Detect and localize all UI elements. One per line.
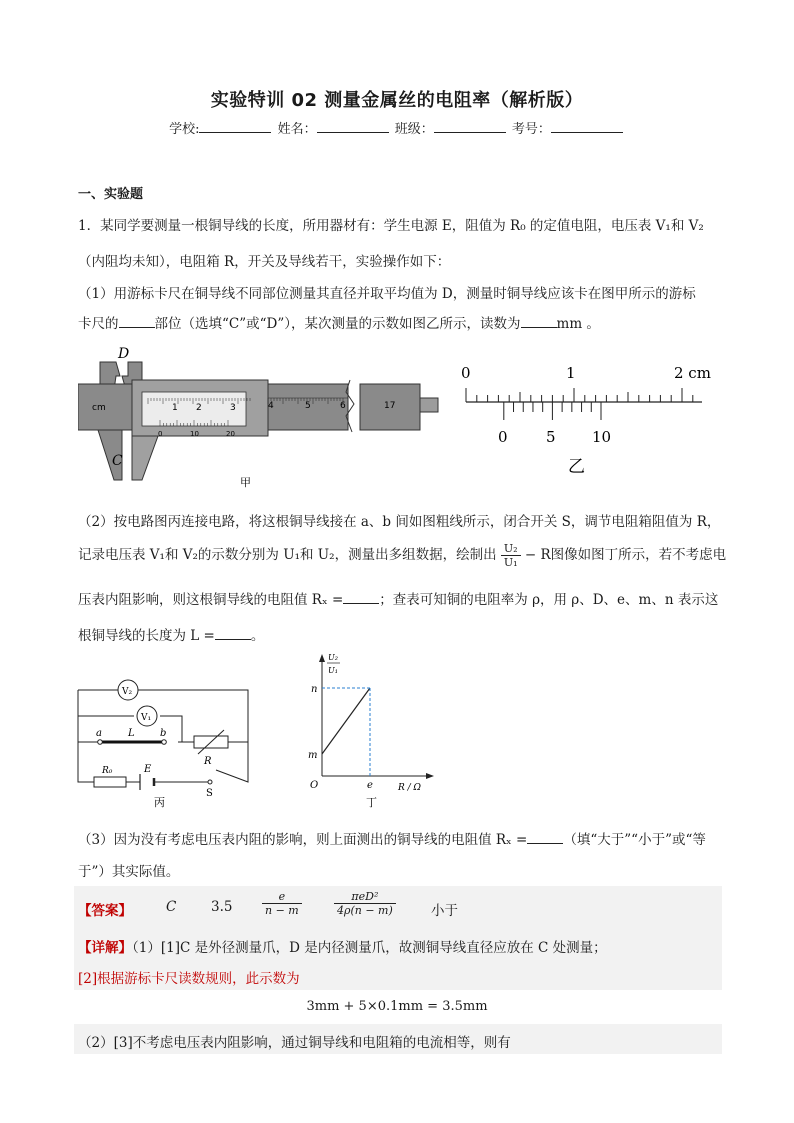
question-part2 [78, 624, 264, 644]
y-label-num: U₂ [328, 653, 338, 662]
label-e: E [144, 764, 152, 775]
exam-number-label: 考号： [511, 122, 551, 137]
label-e: e [367, 780, 373, 791]
yi-top-1: 1 [566, 364, 576, 382]
switch-pivot [208, 780, 212, 784]
question-text: 1．某同学要测量一根铜导线的长度，所用器材有：学生电源 E，阻值为 R₀ 的定值电阻，电压表 V₁和 V₂ [78, 218, 704, 234]
answer-blank [527, 831, 563, 844]
yi-bottom-5: 5 [546, 428, 556, 446]
figure-label-bing: 丙 [154, 796, 165, 809]
x-axis-arrow [426, 773, 434, 779]
text: 图像如图丁所示，若不考虑电 [550, 547, 727, 563]
ratio-graph-figure [300, 648, 440, 808]
answer-blank [343, 591, 379, 604]
question-part2: （2）按电路图丙连接电路，将这根铜导线接在 a、b 间如图粗线所示，闭合开关 S，调节电阻箱阻值为 R， [78, 514, 721, 530]
yi-top-2cm: 2 cm [674, 364, 711, 382]
name-field [317, 120, 389, 133]
detail-line: [2]根据游标卡尺读数规则，此示数为 [78, 971, 300, 987]
label-o: O [310, 780, 319, 791]
main-num-4: 4 [268, 401, 274, 411]
circuit-figure [74, 672, 254, 810]
page-title: 实验特训 02 测量金属丝的电阻率（解析版） [210, 90, 584, 111]
x-axis-label: R / Ω [398, 783, 421, 793]
depth-rod [420, 398, 438, 412]
label-v2: V₂ [122, 687, 133, 697]
scale-reading-figure [456, 360, 726, 480]
text: mm 。 [556, 316, 600, 332]
vernier-num-20: 20 [226, 430, 235, 438]
name-label: 姓名： [277, 122, 317, 137]
figure-label-ding: 丁 [366, 796, 377, 808]
text: （填“大于”“小于”或“等 [563, 832, 706, 848]
detail-text: （1）[1]C 是外径测量爪，D 是内径测量爪，故测铜导线直径应放在 C 处测量； [132, 940, 607, 956]
vernier-num-0: 0 [158, 430, 163, 438]
answer-2: 3.5 [211, 899, 233, 915]
text: 压表内阻影响，则这根铜导线的电阻值 Rₓ = [78, 592, 344, 608]
u-ratio-fraction [501, 542, 521, 569]
text: 部位（选填“C”或“D”），某次测量的示数如图乙所示，读数为 [154, 316, 521, 332]
class-label: 班级： [394, 122, 434, 137]
question-part3 [78, 828, 706, 848]
yi-bottom-10: 10 [592, 428, 612, 446]
answer-label [78, 899, 132, 919]
text: 记录电压表 V₁和 V₂的示数分别为 U₁和 U₂，测量出多组数据，绘制出 [78, 547, 497, 563]
caliper-cm-label: cm [92, 403, 106, 413]
school-field [199, 120, 271, 133]
text: 。 [250, 628, 265, 644]
answer-3-fraction: $\frac{e}{n - m}$ [262, 890, 302, 917]
label-v1: V₁ [141, 713, 152, 723]
text: （3）因为没有考虑电压表内阻的影响，则上面测出的铜导线的电阻值 Rₓ = [78, 832, 528, 848]
main-num-2: 2 [196, 403, 202, 413]
answer-label-text: 【答案】 [78, 903, 132, 919]
school-label: 学校: [169, 122, 200, 137]
detail-line [78, 936, 607, 956]
yi-ticks [466, 388, 693, 420]
terminal-b [162, 740, 167, 745]
main-num-1: 1 [172, 403, 178, 413]
label-n: n [311, 684, 318, 695]
answer-1: C [166, 899, 177, 915]
main-num-17: 17 [384, 401, 396, 411]
y-label-den: U₁ [328, 666, 338, 675]
caliper-label-c: C [112, 453, 123, 469]
y-axis-arrow [319, 654, 325, 662]
caliper-figure [78, 340, 448, 490]
frac-num: U₂ [501, 542, 521, 556]
slider-lower-jaw [132, 436, 158, 480]
detail-equation: 3mm + 5×0.1mm = 3.5mm [306, 999, 488, 1014]
yi-bottom-0: 0 [498, 428, 508, 446]
main-num-5: 5 [305, 401, 311, 411]
answer-4-fraction: $\frac{\text{πeD²}}{4\rho(n - m)}$ [334, 890, 396, 917]
figure-label-yi: 乙 [568, 457, 585, 477]
question-part1: （1）用游标卡尺在铜导线不同部位测量其直径并取平均值为 D，测量时铜导线应该卡在图甲所示的游标 [78, 286, 696, 302]
text: 根铜导线的长度为 L = [78, 628, 215, 644]
section-heading: 一、实验题 [78, 187, 144, 202]
question-part2 [78, 542, 726, 569]
frac-den: U₁ [503, 556, 518, 569]
yi-top-0: 0 [461, 364, 471, 382]
main-num-6: 6 [340, 401, 346, 411]
label-m: m [308, 750, 318, 761]
terminal-a [98, 740, 103, 745]
label-r: R [204, 756, 212, 767]
answer-blank [521, 315, 557, 328]
figure-label-jia: 甲 [240, 476, 251, 489]
answer-5: 小于 [431, 903, 458, 919]
class-field [434, 120, 506, 133]
data-line [322, 688, 370, 754]
main-num-3: 3 [230, 403, 236, 413]
question-text: （内阻均未知），电阻箱 R，开关及导线若干，实验操作如下： [78, 254, 451, 270]
label-l: L [128, 728, 135, 739]
vernier-num-10: 10 [190, 430, 199, 438]
answer-blank [215, 627, 251, 640]
student-info-row [0, 118, 794, 137]
answer-blank [119, 315, 155, 328]
minus-r: − R [520, 547, 551, 563]
question-part3: 于”）其实际值。 [78, 864, 180, 880]
question-part1 [78, 312, 600, 332]
label-s: S [206, 788, 213, 799]
detail-label: 【详解】 [78, 940, 132, 956]
label-b: b [160, 728, 167, 739]
label-a: a [96, 728, 102, 739]
question-part2 [78, 588, 718, 608]
text: ；查表可知铜的电阻率为 ρ，用 ρ、D、e、m、n 表示这 [379, 592, 719, 608]
caliper-label-d: D [118, 346, 130, 362]
fixed-resistor [94, 777, 126, 787]
exam-number-field [551, 120, 623, 133]
detail-line: （2）[3]不考虑电压表内阻影响，通过铜导线和电阻箱的电流相等，则有 [78, 1035, 511, 1051]
text: 卡尺的 [78, 316, 119, 332]
label-r0: R₀ [102, 766, 113, 776]
